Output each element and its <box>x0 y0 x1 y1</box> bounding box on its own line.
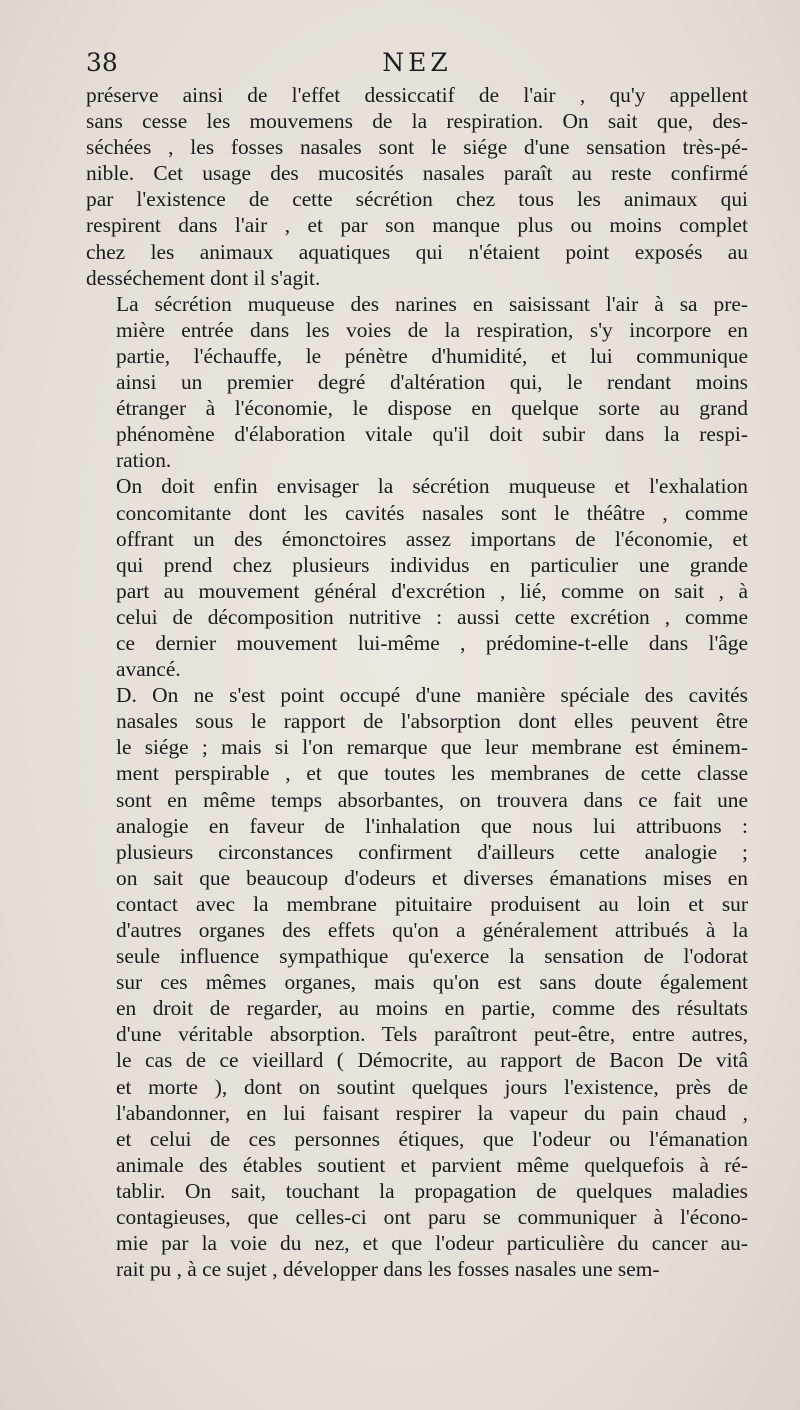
text-line: nasales sous le rapport de l'absorption dont elles peuvent être <box>116 709 748 734</box>
text-line: mière entrée dans les voies de la respiration, s'y incorpore en <box>116 317 748 342</box>
paragraph <box>86 473 748 682</box>
text-line: chez les animaux aquatiques qui n'étaient point exposés au <box>86 239 748 264</box>
text-line: ainsi un premier degré d'altération qui, le rendant moins <box>116 370 748 395</box>
text-line: plusieurs circonstances confirment d'ailleurs cette analogie ; <box>116 839 748 864</box>
text-line: contagieuses, que celles-ci ont paru se communiquer à l'écono- <box>116 1205 748 1230</box>
text-line: séchées , les fosses nasales sont le siége d'une sensation très-pé- <box>86 135 748 160</box>
text-line: concomitante dont les cavités nasales sont le théâtre , comme <box>116 500 748 525</box>
text-line: sur ces mêmes organes, mais qu'on est sans doute également <box>116 970 748 995</box>
text-line: seule influence sympathique qu'exerce la sensation de l'odorat <box>116 944 748 969</box>
text-line: respirent dans l'air , et par son manque plus ou moins complet <box>86 213 748 238</box>
text-line: celui de décomposition nutritive : aussi cette excrétion , comme <box>116 604 748 629</box>
text-line: phénomène d'élaboration vitale qu'il doit subir dans la respi- <box>116 422 748 447</box>
paragraph <box>86 82 748 291</box>
text-line: d'une véritable absorption. Tels paraîtront peut-être, entre autres, <box>116 1022 748 1047</box>
text-line: contact avec la membrane pituitaire produisent au loin et sur <box>116 891 748 916</box>
text-line: le cas de ce vieillard ( Démocrite, au rapport de Bacon De vitâ <box>116 1048 748 1073</box>
text-line: animale des étables soutient et parvient même quelquefois à ré- <box>116 1152 748 1177</box>
text-line: nible. Cet usage des mucosités nasales paraît au reste confirmé <box>86 161 748 186</box>
text-line: desséchement dont il s'agit. <box>86 265 321 290</box>
text-line: ce dernier mouvement lui-même , prédomine-t-elle dans l'âge <box>116 630 748 655</box>
text-line: ment perspirable , et que toutes les membranes de cette classe <box>116 761 748 786</box>
text-line: étranger à l'économie, le dispose en quelque sorte au grand <box>116 396 748 421</box>
running-head: NEZ <box>382 48 452 77</box>
text-line: analogie en faveur de l'inhalation que nous lui attribuons : <box>116 813 748 838</box>
text-line: On doit enfin envisager la sécrétion muqueuse et l'exhalation <box>116 474 748 499</box>
text-line: on sait que beaucoup d'odeurs et diverses émanations mises en <box>116 865 748 890</box>
text-line: préserve ainsi de l'effet dessiccatif de l'air , qu'y appellent <box>86 83 748 107</box>
text-line: avancé. <box>116 657 181 682</box>
text-line: l'abandonner, en lui faisant respirer la vapeur du pain chaud , <box>116 1100 748 1125</box>
text-line: sans cesse les mouvemens de la respiration. On sait que, des- <box>86 109 748 134</box>
text-line: en droit de regarder, au moins en partie, comme des résultats <box>116 996 748 1021</box>
page-header <box>86 48 748 82</box>
text-line: le siége ; mais si l'on remarque que leur membrane est éminem- <box>116 735 748 760</box>
text-line: et celui de ces personnes étiques, que l'odeur ou l'émanation <box>116 1126 748 1151</box>
text-line: La sécrétion muqueuse des narines en saisissant l'air à sa pre- <box>116 291 748 316</box>
body-text <box>86 82 748 1282</box>
text-line: qui prend chez plusieurs individus en particulier une grande <box>116 552 748 577</box>
text-line: part au mouvement général d'excrétion , lié, comme on sait , à <box>116 578 748 603</box>
text-line: et morte ), dont on soutint quelques jours l'existence, près de <box>116 1074 748 1099</box>
text-line: sont en même temps absorbantes, on trouvera dans ce fait une <box>116 787 748 812</box>
text-line: D. On ne s'est point occupé d'une manière spéciale des cavités <box>116 683 748 708</box>
paragraph <box>86 291 748 474</box>
text-line: rait pu , à ce sujet , développer dans les fosses nasales une sem- <box>116 1257 660 1282</box>
text-line: par l'existence de cette sécrétion chez tous les animaux qui <box>86 187 748 212</box>
text-line: tablir. On sait, touchant la propagation de quelques maladies <box>116 1178 748 1203</box>
text-line: offrant un des émonctoires assez importans de l'économie, et <box>116 526 748 551</box>
text-line: d'autres organes des effets qu'on a généralement attribués à la <box>116 918 748 942</box>
paragraph <box>86 682 748 1282</box>
text-line: ration. <box>116 448 172 473</box>
text-line: mie par la voie du nez, et que l'odeur particulière du cancer au- <box>116 1231 748 1256</box>
text-line: partie, l'échauffe, le pénètre d'humidité, et lui communique <box>116 343 748 368</box>
page-number: 38 <box>86 48 118 77</box>
